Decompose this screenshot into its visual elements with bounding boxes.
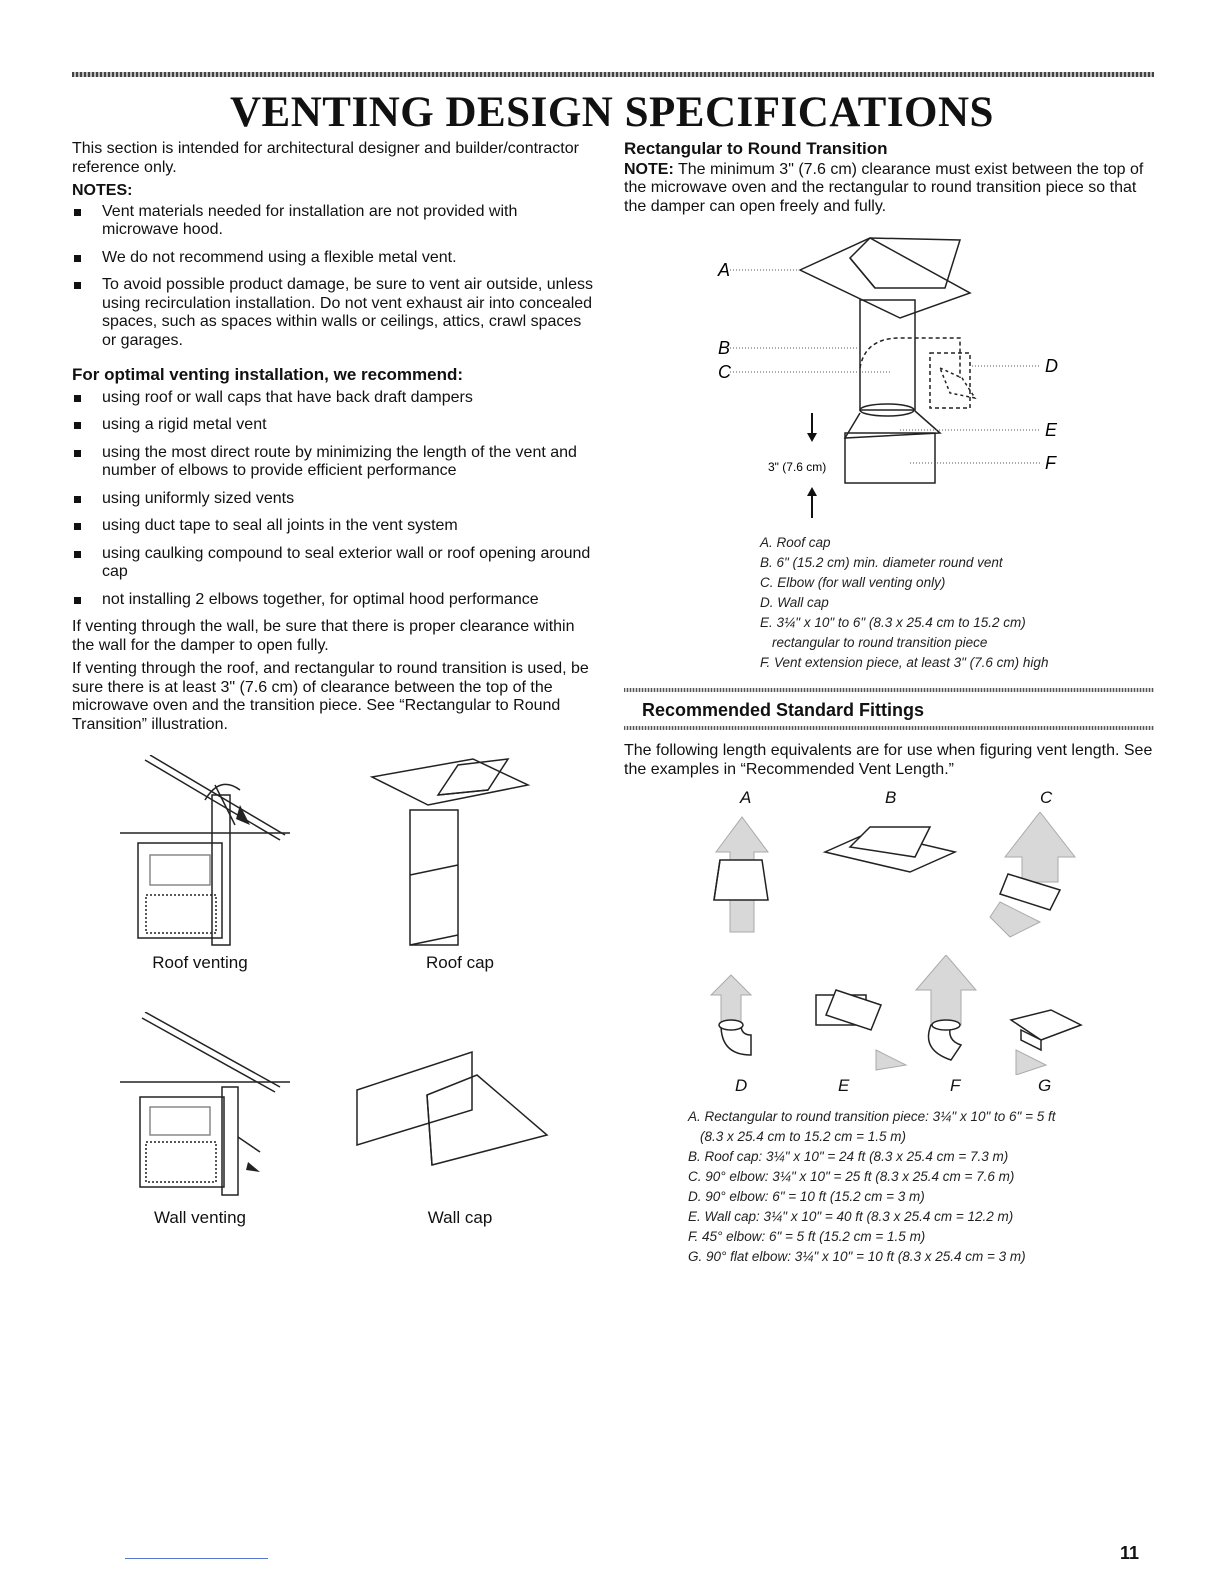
diagram-label-a: A [718, 260, 731, 280]
fitting-letter-a: A [740, 788, 752, 807]
legend-item: F. 45° elbow: 6" = 5 ft (15.2 cm = 1.5 m) [688, 1229, 926, 1244]
roof-clearance-text: If venting through the roof, and rectangular to round transition is used, be sure there is at least 3" (7.6 cm) of clearance between the top of the microwave oven and the transition piece. See “Rectangular to Round Transition” illustration. [72, 660, 589, 733]
notes-list [72, 203, 597, 351]
list-item: Vent materials needed for installation are not provided with microwave hood. [72, 203, 597, 240]
page-title: VENTING DESIGN SPECIFICATIONS [230, 89, 994, 136]
note-label: NOTE: [624, 160, 674, 178]
legend-item: C. 90° elbow: 3¼" x 10" = 25 ft (8.3 x 25.4 cm = 7.6 m) [688, 1169, 1015, 1184]
fitting-letter-f: F [950, 1076, 961, 1095]
legend-item: D. 90° elbow: 6" = 10 ft (15.2 cm = 3 m) [688, 1189, 925, 1204]
fittings-heading: Recommended Standard Fittings [642, 700, 925, 720]
legend-item: B. Roof cap: 3¼" x 10" = 24 ft (8.3 x 25.4 cm = 7.3 m) [688, 1149, 1009, 1164]
diagram-label-c: C [718, 362, 731, 382]
list-item: using the most direct route by minimizing the length of the vent and number of elbows to provide efficient performance [72, 444, 597, 481]
legend-item: A. Rectangular to round transition piece: 3¼" x 10" to 6" = 5 ft [688, 1109, 1056, 1124]
roof-cap-caption: Roof cap [425, 953, 495, 972]
diagram-label-d: D [1045, 356, 1058, 376]
rect-round-note [624, 161, 1154, 217]
fittings-intro: The following length equivalents are for use when figuring vent length. See the examples in “Recommended Vent Length.” [624, 742, 1153, 778]
roof-cap-illustration [368, 755, 538, 950]
roof-venting-caption: Roof venting [152, 953, 248, 972]
list-item: To avoid possible product damage, be sure to vent air outside, unless using recirculation installation. Do not vent exhaust air into concealed spaces, such as spaces within walls or ceilings, attics, crawl spaces or garages. [72, 276, 597, 350]
legend-item: (8.3 x 25.4 cm to 15.2 cm = 1.5 m) [700, 1129, 906, 1144]
legend-item: G. 90° flat elbow: 3¼" x 10" = 10 ft (8.3 x 25.4 cm = 3 m) [688, 1249, 1026, 1264]
section-divider [624, 726, 1154, 730]
diagram-label-b: B [718, 338, 731, 358]
rect-round-legend [760, 533, 1048, 673]
list-item: using duct tape to seal all joints in the vent system [72, 517, 597, 536]
rect-round-heading: Rectangular to Round Transition [624, 139, 888, 158]
clearance-label: 3" (7.6 cm) [768, 460, 827, 474]
fitting-letter-e: E [838, 1076, 850, 1095]
fitting-letter-b: B [885, 788, 897, 807]
fitting-letter-d: D [735, 1076, 748, 1095]
legend-item: F. Vent extension piece, at least 3" (7.6 cm) high [760, 655, 1049, 670]
list-item: using uniformly sized vents [72, 490, 597, 509]
note-text: The minimum 3" (7.6 cm) clearance must exist between the top of the microwave oven and the rectangular to round transition piece so that the damper can open freely and fully. [624, 160, 1144, 215]
diagram-label-f: F [1045, 453, 1056, 473]
diagram-label-e: E [1045, 420, 1058, 440]
fittings-row-bottom-illustration [676, 955, 1126, 1075]
roof-venting-illustration [120, 755, 290, 950]
legend-item: E. Wall cap: 3¼" x 10" = 40 ft (8.3 x 25.4 cm = 12.2 m) [688, 1209, 1014, 1224]
page-number: 11 [1120, 1543, 1140, 1563]
legend-item: rectangular to round transition piece [772, 635, 988, 650]
legend-item: E. 3¼" x 10" to 6" (8.3 x 25.4 cm to 15.2 cm) [760, 615, 1026, 630]
fittings-row-top-illustration [690, 812, 1110, 942]
fitting-letter-g: G [1038, 1076, 1052, 1095]
recommend-heading: For optimal venting installation, we recommend: [72, 365, 464, 384]
intro-text: This section is intended for architectural designer and builder/contractor reference only. [72, 140, 579, 176]
top-rule [72, 72, 1154, 77]
section-divider [624, 688, 1154, 692]
rect-round-transition-diagram [700, 228, 1080, 528]
wall-clearance-text: If venting through the wall, be sure that there is proper clearance within the wall for the damper to open fully. [72, 618, 575, 654]
legend-item: D. Wall cap [760, 595, 829, 610]
right-column [624, 140, 1154, 221]
list-item: not installing 2 elbows together, for optimal hood performance [72, 591, 597, 610]
legend-item: B. 6" (15.2 cm) min. diameter round vent [760, 555, 1003, 570]
wall-venting-caption: Wall venting [154, 1208, 246, 1227]
wall-venting-illustration [120, 1012, 290, 1197]
left-column [72, 140, 597, 739]
footer-rule [125, 1558, 268, 1559]
list-item: using a rigid metal vent [72, 416, 597, 435]
list-item: using caulking compound to seal exterior wall or roof opening around cap [72, 545, 597, 582]
fitting-letter-c: C [1040, 788, 1053, 807]
list-item: We do not recommend using a flexible metal vent. [72, 249, 597, 268]
wall-cap-caption: Wall cap [427, 1208, 493, 1227]
wall-cap-illustration [352, 1050, 552, 1170]
fittings-legend [688, 1107, 1055, 1267]
list-item: using roof or wall caps that have back draft dampers [72, 389, 597, 408]
notes-heading: NOTES: [72, 182, 133, 199]
legend-item: A. Roof cap [760, 535, 831, 550]
recommend-list [72, 389, 597, 610]
legend-item: C. Elbow (for wall venting only) [760, 575, 946, 590]
